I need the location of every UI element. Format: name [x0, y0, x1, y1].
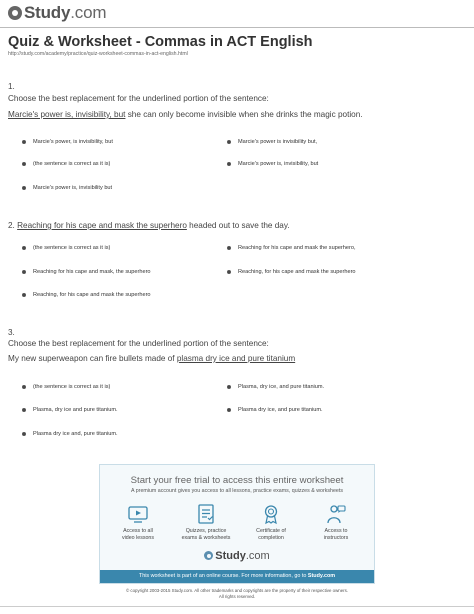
- question-2-option-c[interactable]: [22, 269, 151, 275]
- question-1-number: 1.: [8, 82, 15, 91]
- instructor-icon: [325, 503, 347, 525]
- study-logo[interactable]: [8, 4, 106, 22]
- promo-subheading: A premium account gives you access to all lessons, practice exams, quizzes & worksheets: [131, 488, 343, 494]
- radio-icon[interactable]: [227, 246, 231, 250]
- question-3-sentence-before: My new superweapon can fire bullets made of: [8, 354, 177, 363]
- promo-bar-text: This worksheet is part of an online course. For more information, go to: [138, 573, 308, 579]
- header-divider: [0, 27, 474, 28]
- copyright-notice: [0, 588, 474, 600]
- radio-icon[interactable]: [22, 385, 26, 389]
- promo-heading: Start your free trial to access this entire worksheet: [130, 475, 344, 486]
- radio-icon[interactable]: [22, 162, 26, 166]
- question-2-option-b[interactable]: [227, 245, 356, 251]
- question-3-sentence: [8, 354, 295, 363]
- worksheet-icon: [195, 503, 217, 525]
- question-3-underlined: plasma dry ice and pure titanium: [176, 354, 296, 363]
- footer-divider: [0, 606, 474, 607]
- question-3-option-e[interactable]: [22, 431, 118, 437]
- question-3-option-c[interactable]: [22, 407, 118, 413]
- option-label: Marcie's power is, invisibility, but: [238, 161, 319, 167]
- option-label: Marcie's power, is invisibility, but: [33, 139, 113, 145]
- feature-video-lessons: [108, 503, 168, 541]
- option-label: Reaching for his cape and mask the superhero,: [238, 245, 356, 251]
- question-3-option-d[interactable]: [227, 407, 323, 413]
- certificate-icon: [260, 503, 282, 525]
- feature-label: Access to instructors: [323, 528, 349, 541]
- promo-info-bar: [100, 570, 374, 583]
- question-2-sentence-rest: headed out to save the day.: [186, 221, 290, 230]
- copyright-line-1: © copyright 2003-2015 Study.com. All other trademarks and copyrights are the property of their respective owners.: [125, 588, 349, 593]
- option-label: Plasma, dry ice, and pure titanium.: [238, 384, 325, 390]
- radio-icon[interactable]: [227, 162, 231, 166]
- page-url[interactable]: http://study.com/academy/practice/quiz-worksheet-commas-in-act-english.html: [8, 51, 188, 57]
- question-1-option-d[interactable]: [227, 161, 318, 167]
- radio-icon[interactable]: [22, 293, 26, 297]
- question-1-option-b[interactable]: [227, 139, 317, 145]
- feature-instructors: [306, 503, 366, 541]
- question-2-option-d[interactable]: [227, 269, 356, 275]
- radio-icon[interactable]: [22, 246, 26, 250]
- option-label: (the sentence is correct as it is): [33, 161, 111, 167]
- question-3-prompt: Choose the best replacement for the underlined portion of the sentence:: [8, 339, 269, 348]
- question-2-option-a[interactable]: [22, 245, 110, 251]
- promo-logo-com: .com: [245, 550, 270, 562]
- option-label: Plasma dry ice and, pure titanium.: [33, 431, 118, 437]
- radio-icon[interactable]: [227, 408, 231, 412]
- study-logo-mark-icon: [204, 551, 213, 560]
- question-1-underlined: Marcie's power is, invisibility, but: [8, 110, 126, 119]
- question-1-option-a[interactable]: [22, 139, 113, 145]
- question-2-number: 2.: [8, 221, 15, 230]
- promo-logo-study: Study: [215, 550, 246, 562]
- promo-study-logo[interactable]: [100, 550, 374, 562]
- question-2-sentence: [8, 221, 290, 230]
- study-logo-mark-icon: [8, 6, 22, 20]
- logo-com-text: com: [74, 3, 107, 22]
- feature-label: Access to all video lessons: [121, 528, 155, 541]
- question-1-option-e[interactable]: [22, 185, 112, 191]
- question-1-sentence: [8, 110, 363, 119]
- video-lesson-icon: [127, 503, 149, 525]
- free-trial-promo: [99, 464, 375, 584]
- page-title: Quiz & Worksheet - Commas in ACT English: [8, 34, 313, 50]
- study-com-link[interactable]: Study.com: [307, 573, 336, 579]
- question-2-option-e[interactable]: [22, 292, 151, 298]
- feature-label: Certificate of completion: [256, 528, 286, 541]
- radio-icon[interactable]: [22, 186, 26, 190]
- question-2-underlined: Reaching for his cape and mask the superhero: [17, 221, 187, 230]
- radio-icon[interactable]: [22, 270, 26, 274]
- question-1-option-c[interactable]: [22, 161, 110, 167]
- question-1-sentence-rest: she can only become invisible when she drinks the magic potion.: [125, 110, 363, 119]
- feature-quizzes: [176, 503, 236, 541]
- radio-icon[interactable]: [22, 408, 26, 412]
- question-3-option-b[interactable]: [227, 384, 324, 390]
- option-label: Reaching, for his cape and mask the superhero: [238, 269, 356, 275]
- question-1-prompt: Choose the best replacement for the underlined portion of the sentence:: [8, 94, 269, 103]
- copyright-line-2: All rights reserved.: [218, 593, 256, 599]
- option-label: Plasma, dry ice and pure titanium.: [33, 407, 118, 413]
- option-label: Reaching, for his cape and mask the superhero: [33, 292, 151, 298]
- option-label: Marcie's power is, invisibility but: [33, 185, 113, 191]
- option-label: Marcie's power is invisibility but,: [238, 139, 318, 145]
- option-label: Reaching for his cape and mask, the superhero: [33, 269, 151, 275]
- question-3-option-a[interactable]: [22, 384, 110, 390]
- option-label: (the sentence is correct as it is): [33, 384, 111, 390]
- option-label: Plasma dry ice, and pure titanium.: [238, 407, 323, 413]
- logo-study-text: Study: [24, 3, 71, 22]
- feature-certificate: [241, 503, 301, 541]
- radio-icon[interactable]: [227, 140, 231, 144]
- radio-icon[interactable]: [227, 270, 231, 274]
- logo-dot: .: [70, 3, 75, 22]
- option-label: (the sentence is correct as it is): [33, 245, 111, 251]
- feature-label: Quizzes, practice exams & worksheets: [181, 528, 231, 541]
- question-3-number: 3.: [8, 328, 15, 337]
- radio-icon[interactable]: [22, 140, 26, 144]
- radio-icon[interactable]: [22, 432, 26, 436]
- radio-icon[interactable]: [227, 385, 231, 389]
